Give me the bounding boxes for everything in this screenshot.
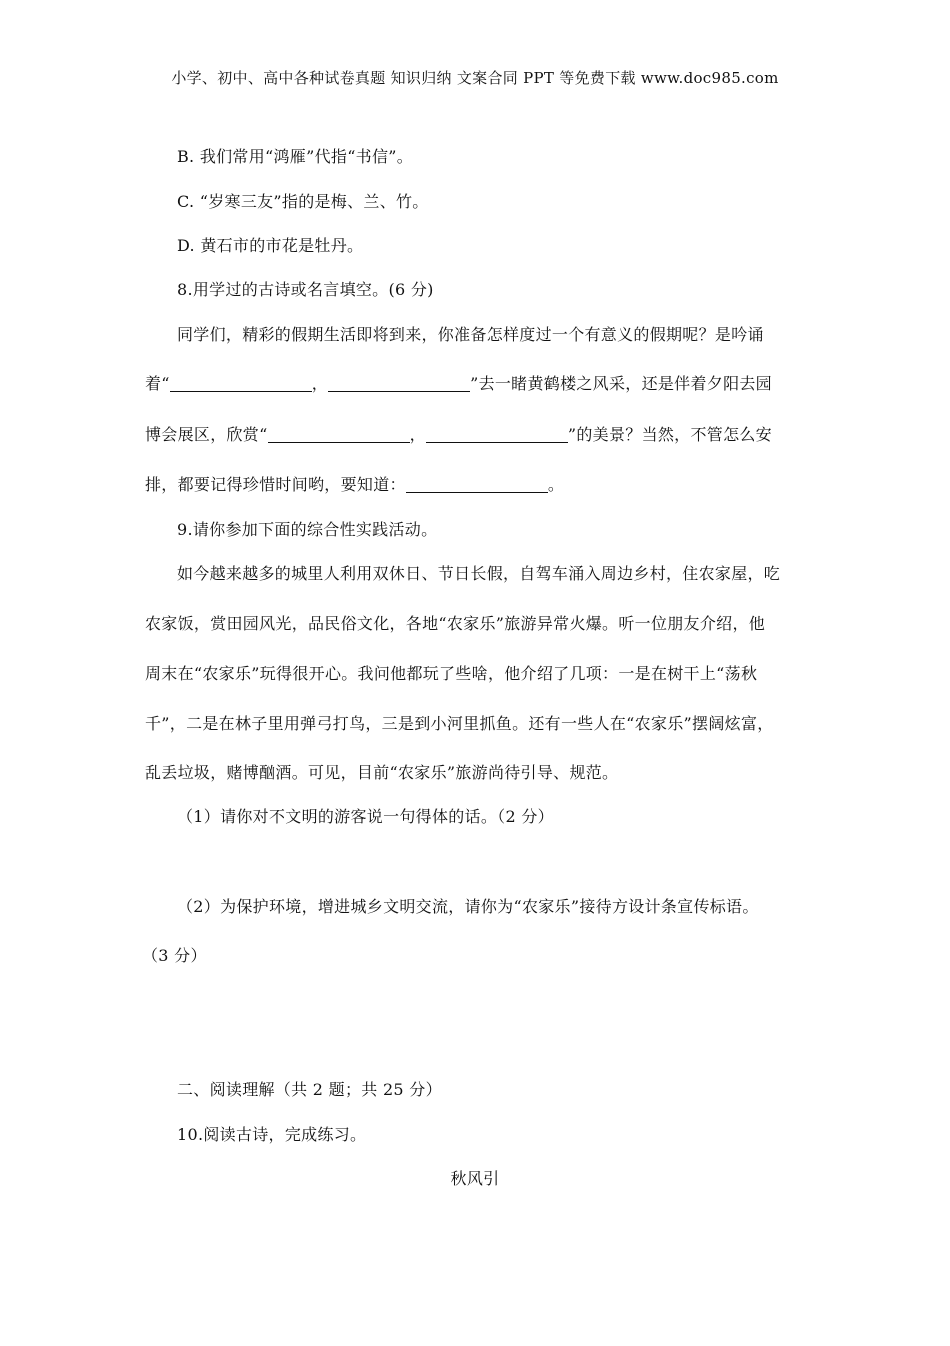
question-8-line-3 — [145, 425, 772, 445]
question-8-title: 8.用学过的古诗或名言填空。(6 分) — [177, 280, 434, 299]
fill-blank-1[interactable] — [170, 375, 312, 392]
poem-title: 秋风引 — [450, 1169, 500, 1188]
section-2-heading: 二、阅读理解（共 2 题；共 25 分） — [177, 1080, 442, 1099]
question-9-sub-2-score: （3 分） — [142, 946, 207, 965]
question-8-line-2-separator: ， — [311, 374, 329, 393]
question-9-para-line: 周末在“农家乐”玩得很开心。我问他都玩了些啥，他介绍了几项：一是在树干上“荡秋 — [145, 664, 758, 683]
option-d: D. 黄石市的市花是牡丹。 — [177, 236, 364, 255]
question-8-line-2-suffix: ”去一睹黄鹤楼之风采，还是伴着夕阳去园 — [470, 374, 772, 393]
question-8-line-2-prefix: 着“ — [145, 374, 170, 393]
fill-blank-3[interactable] — [268, 426, 410, 443]
fill-blank-4[interactable] — [426, 426, 568, 443]
question-9-title: 9.请你参加下面的综合性实践活动。 — [177, 520, 438, 539]
question-9-para-line: 千”，二是在林子里用弹弓打鸟，三是到小河里抓鱼。还有一些人在“农家乐”摆阔炫富， — [145, 714, 774, 733]
question-8-line-4 — [145, 475, 564, 495]
question-8-line-4-prefix: 排，都要记得珍惜时间哟，要知道： — [145, 475, 406, 494]
question-8-line-3-suffix: ”的美景？当然，不管怎么安 — [567, 425, 772, 444]
option-c: C. “岁寒三友”指的是梅、兰、竹。 — [177, 192, 429, 211]
question-8-line-4-suffix: 。 — [547, 475, 565, 494]
question-9-para-line: 如今越来越多的城里人利用双休日、节日长假，自驾车涌入周边乡村，住农家屋，吃 — [177, 564, 781, 583]
page-header: 小学、初中、高中各种试卷真题 知识归纳 文案合同 PPT 等免费下载 www.doc985.com — [171, 69, 779, 87]
fill-blank-5[interactable] — [406, 476, 548, 493]
question-9-para-line: 乱丢垃圾，赌博酗酒。可见，目前“农家乐”旅游尚待引导、规范。 — [145, 763, 619, 782]
question-10-title: 10.阅读古诗，完成练习。 — [177, 1125, 367, 1144]
fill-blank-2[interactable] — [328, 375, 470, 392]
question-8-line-1: 同学们，精彩的假期生活即将到来，你准备怎样度过一个有意义的假期呢？是吟诵 — [177, 325, 764, 344]
option-b: B. 我们常用“鸿雁”代指“书信”。 — [177, 147, 414, 166]
question-8-line-3-separator: ， — [409, 425, 426, 444]
question-8-line-2 — [145, 374, 772, 394]
question-9-sub-2: （2）为保护环境，增进城乡文明交流，请你为“农家乐”接待方设计条宣传标语。 — [177, 897, 759, 916]
question-9-para-line: 农家饭，赏田园风光，品民俗文化，各地“农家乐”旅游异常火爆。听一位朋友介绍，他 — [145, 614, 766, 633]
question-9-sub-1: （1）请你对不文明的游客说一句得体的话。（2 分） — [177, 807, 554, 826]
question-8-line-3-prefix: 博会展区，欣赏“ — [145, 425, 268, 444]
